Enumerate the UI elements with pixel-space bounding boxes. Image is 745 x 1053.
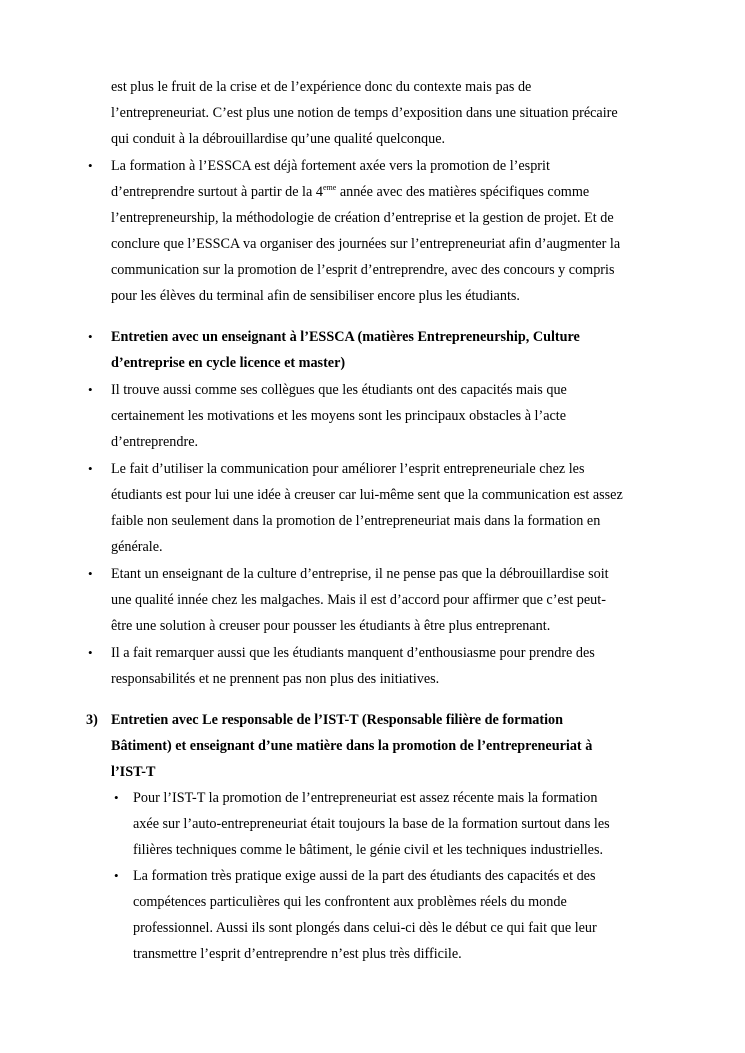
text-line: étudiants est pour lui une idée à creuser car lui-même sent que la communication est assez — [111, 487, 623, 503]
bullet-icon: • — [88, 158, 93, 173]
text-line: Il a fait remarquer aussi que les étudiants manquent d’enthousiasme pour prendre des — [111, 645, 595, 661]
text-line: compétences particulières qui les confrontent aux problèmes réels du monde — [133, 894, 567, 910]
text-line: transmettre l’esprit d’entreprendre n’est plus très difficile. — [133, 946, 462, 962]
text-line: La formation à l’ESSCA est déjà fortement axée vers la promotion de l’esprit — [111, 158, 550, 174]
text-line: communication sur la promotion de l’esprit d’entreprendre, avec des concours y compris — [111, 262, 615, 278]
section-heading: Entretien avec un enseignant à l’ESSCA (matières Entrepreneurship, Culture — [111, 329, 580, 345]
text-line: Etant un enseignant de la culture d’entreprise, il ne pense pas que la débrouillardise soit — [111, 566, 609, 582]
text-line: l’entrepreneuriat. C’est plus une notion de temps d’exposition dans une situation précaire — [111, 105, 618, 121]
bullet-icon: • — [88, 566, 93, 581]
text-line: pour les élèves du terminal afin de sensibiliser encore plus les étudiants. — [111, 288, 520, 304]
bullet-icon: • — [114, 790, 119, 805]
text-line: d’entreprendre surtout à partir de la 4eme année avec des matières spécifiques comme — [111, 183, 590, 200]
text-line: responsabilités et ne prennent pas non plus des initiatives. — [111, 671, 440, 687]
text-line: Le fait d’utiliser la communication pour améliorer l’esprit entrepreneuriale chez les — [111, 461, 585, 477]
text-line: d’entreprendre. — [111, 434, 199, 450]
superscript: eme — [322, 183, 337, 192]
bullet-icon: • — [88, 329, 93, 344]
section-heading: d’entreprise en cycle licence et master) — [111, 355, 346, 371]
section-number: 3) — [86, 712, 98, 728]
text-line: conclure que l’ESSCA va organiser des journées sur l’entrepreneuriat afin d’augmenter la — [111, 236, 621, 252]
section-heading: l’IST-T — [111, 764, 156, 780]
text-line: certainement les motivations et les moyens sont les principaux obstacles à l’acte — [111, 408, 567, 424]
text-line: axée sur l’auto-entrepreneuriat était toujours la base de la formation surtout dans les — [133, 816, 610, 832]
text-line: professionnel. Aussi ils sont plongés dans celui-ci dès le début ce qui fait que leur — [133, 920, 597, 936]
bullet-icon: • — [88, 382, 93, 397]
text-line: générale. — [111, 539, 163, 555]
section-heading: Bâtiment) et enseignant d’une matière dans la promotion de l’entrepreneuriat à — [111, 738, 593, 754]
text-line: Pour l’IST-T la promotion de l’entrepreneuriat est assez récente mais la formation — [133, 790, 598, 806]
text-line: Il trouve aussi comme ses collègues que les étudiants ont des capacités mais que — [111, 382, 567, 398]
section-heading: Entretien avec Le responsable de l’IST-T (Responsable filière de formation — [111, 712, 564, 728]
text-line: l’entrepreneurship, la méthodologie de création d’entreprise et la gestion de projet. Et de — [111, 210, 614, 226]
text-line: est plus le fruit de la crise et de l’expérience donc du contexte mais pas de — [111, 79, 532, 95]
text-line: être une solution à creuser pour pousser les étudiants à être plus entreprenant. — [111, 618, 551, 634]
bullet-icon: • — [88, 645, 93, 660]
text-line: faible non seulement dans la promotion de l’entrepreneuriat mais dans la formation en — [111, 513, 601, 529]
bullet-icon: • — [88, 461, 93, 476]
text-line: filières techniques comme le bâtiment, le génie civil et les techniques industrielles. — [133, 842, 604, 858]
text-line: une qualité innée chez les malgaches. Mais il est d’accord pour affirmer que c’est peut- — [111, 592, 606, 608]
bullet-icon: • — [114, 868, 119, 883]
text-line: La formation très pratique exige aussi de la part des étudiants des capacités et des — [133, 868, 596, 884]
text-line: qui conduit à la débrouillardise qu’une qualité quelconque. — [111, 131, 446, 147]
